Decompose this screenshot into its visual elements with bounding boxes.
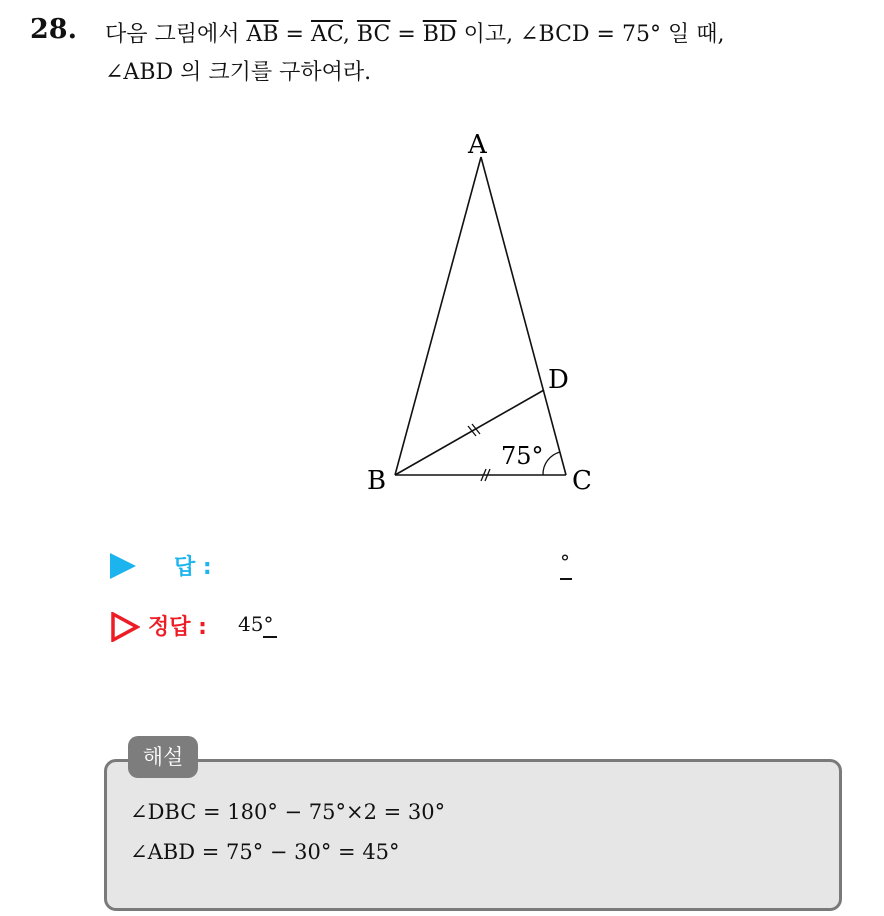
edge-ab — [395, 157, 481, 475]
segment-bd: $\overline{BD}$ — [422, 22, 457, 47]
question-prefix: 다음 그림에서 — [105, 22, 247, 47]
angle-label: 75° — [501, 442, 544, 470]
solution-box — [104, 759, 842, 911]
equals-sign: = — [278, 22, 311, 47]
answer-blank-underline — [560, 578, 572, 580]
question-text — [105, 16, 865, 92]
correct-answer-value — [238, 612, 277, 636]
answer-row — [108, 550, 608, 582]
play-arrow-icon — [110, 553, 136, 579]
question-suffix: 이고, ∠BCD = 75° 일 때, — [456, 22, 725, 47]
angle-arc — [543, 452, 560, 475]
correct-answer-label: 정답 : — [148, 615, 207, 640]
solution-tab: 해설 — [128, 736, 198, 778]
correct-unit: ° — [263, 612, 277, 638]
vertex-label-c: C — [572, 466, 592, 496]
question-line-1 — [105, 16, 865, 54]
answer-unit: ° — [560, 550, 570, 574]
solution-line-1: ∠DBC = 180° − 75°×2 = 30° — [130, 800, 446, 824]
segment-ab: $\overline{AB}$ — [246, 22, 279, 47]
edge-ac — [481, 157, 566, 475]
segment-bc: $\overline{BC}$ — [356, 22, 391, 47]
question-number: 28. — [30, 14, 77, 45]
vertex-label-a: A — [468, 130, 487, 160]
vertex-label-d: D — [548, 365, 569, 395]
question-line-2: ∠ABD 의 크기를 구하여라. — [105, 60, 372, 85]
vertex-label-b: B — [367, 466, 387, 496]
correct-number: 45 — [238, 612, 264, 636]
correct-answer-row — [108, 610, 608, 646]
outline-triangle-icon — [110, 612, 140, 642]
answer-label: 답 : — [174, 555, 212, 580]
comma: , — [342, 22, 357, 47]
solution-line-2: ∠ABD = 75° − 30° = 45° — [130, 840, 400, 864]
segment-ac: $\overline{AC}$ — [310, 22, 343, 47]
equals-sign: = — [390, 22, 423, 47]
triangle-figure — [340, 120, 620, 500]
